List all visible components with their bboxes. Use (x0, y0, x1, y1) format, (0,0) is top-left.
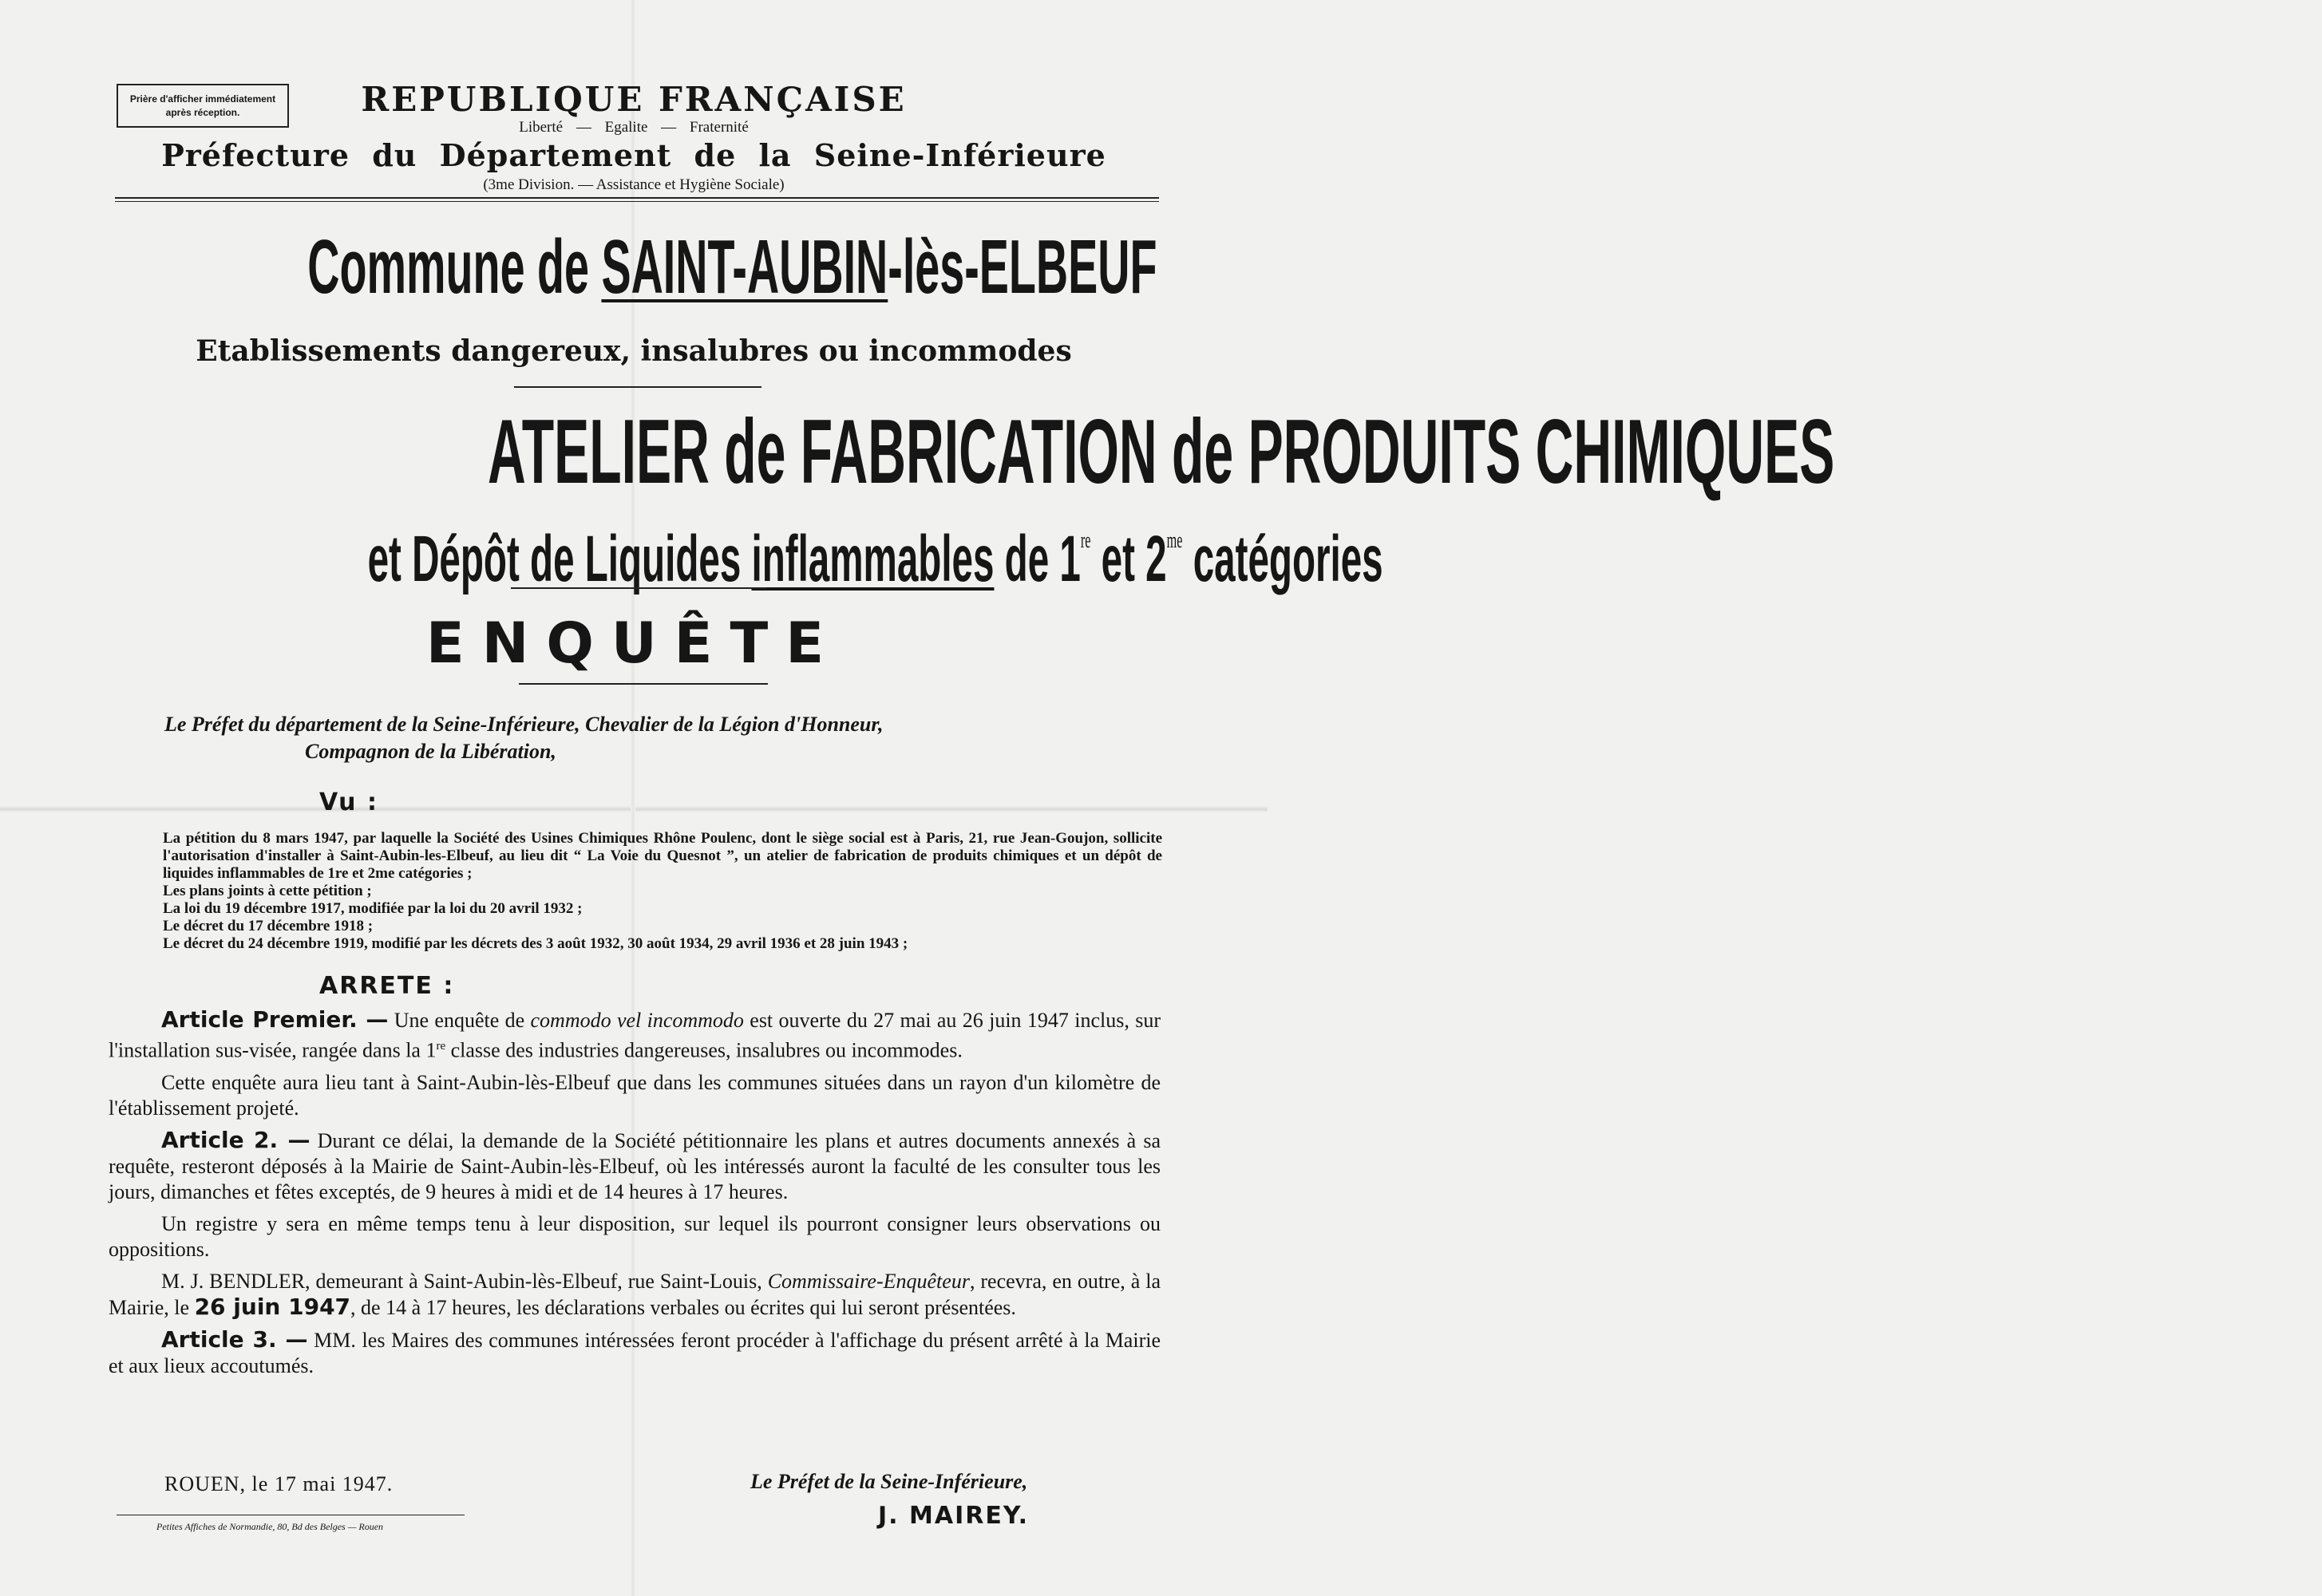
vu-item-loi: La loi du 19 décembre 1917, modifiée par la loi du 20 avril 1932 ; (163, 900, 583, 917)
prefet-line-2: Compagnon de la Libération, (305, 740, 556, 763)
motto-dash-2: — (661, 119, 677, 136)
depot-inflammables: inflammables (751, 523, 995, 595)
signature-title: Le Préfet de la Seine-Inférieure, (750, 1470, 1028, 1493)
title-divider-3 (519, 683, 768, 685)
division-line: (3me Division. — Assistance et Hygiène Sociale) (483, 176, 785, 193)
commissaire-date: 26 juin 1947 (194, 1293, 351, 1320)
article-1-part-c: classe des industries dangereuses, insalubres ou incommodes. (445, 1038, 963, 1062)
article-2-text: Durant ce délai, la demande de la Société pétitionnaire les plans et autres documents annexés à sa requête, resteront déposés à la Mairie de Saint-Aubin-lès-Elbeuf, où les intéressés auront la faculté de les consulter tous les jours, dimanches et fêtes exceptés, de 9 heures à midi et de 14 heures à 17 heures. (109, 1128, 1161, 1203)
motto (0, 118, 1268, 137)
motto-liberte: Liberté (519, 119, 564, 136)
signature-name: J. MAIREY. (878, 1502, 1029, 1530)
paragraph-commissaire (109, 1269, 1161, 1321)
commissaire-title: Commissaire-Enquêteur (767, 1269, 970, 1293)
commune-name: SAINT-AUBIN (601, 224, 888, 310)
depot-part-e: catégories (1182, 523, 1383, 595)
commissaire-part-a: M. J. BENDLER, demeurant à Saint-Aubin-lès-Elbeuf, rue Saint-Louis, (161, 1269, 768, 1293)
enquete-heading: ENQUÊTE (425, 610, 842, 676)
depot-part-c: de 1 (994, 523, 1081, 595)
article-1-sup: re (436, 1040, 446, 1053)
depot-title (0, 503, 1383, 598)
article-2 (109, 1128, 1161, 1205)
commune-suffix: -lès-ELBEUF (888, 224, 1157, 310)
vu-item-plans: Les plans joints à cette pétition ; (163, 883, 372, 899)
place-date: ROUEN, le 17 mai 1947. (164, 1472, 394, 1495)
article-1-part-b: est ouverte du 27 mai au 26 juin 1947 inclus, sur l'installation sus-visée, rangée dans la 1 (109, 1009, 1161, 1062)
paragraph-enquete-scope: Cette enquête aura lieu tant à Saint-Aubin-lès-Elbeuf que dans les communes situées dans un rayon d'un kilomètre de l'établissement projeté. (109, 1070, 1161, 1120)
motto-fraternite: Fraternité (689, 119, 749, 136)
depot-sup-1: re (1080, 528, 1091, 553)
title-divider-2 (511, 587, 766, 589)
etablissements-heading: Etablissements dangereux, insalubres ou incommodes (196, 334, 1072, 368)
article-1 (109, 1007, 1161, 1064)
prefet-line-1: Le Préfet du département de la Seine-Inférieure, Chevalier de la Légion d'Honneur, (164, 713, 884, 736)
article-3-label: Article 3. — (161, 1325, 308, 1353)
depot-part-d: et 2 (1090, 523, 1167, 595)
article-2-label: Article 2. — (161, 1126, 311, 1153)
motto-dash-1: — (576, 119, 591, 136)
vu-item-decret-1918: Le décret du 17 décembre 1918 ; (163, 918, 374, 934)
paragraph-registre: Un registre y sera en même temps tenu à leur disposition, sur lequel ils pourront consigner leurs observations ou oppositions. (109, 1211, 1161, 1261)
posting-notice-line2: après réception. (165, 107, 240, 118)
article-1-label: Article Premier. — (161, 1006, 389, 1033)
atelier-title (0, 401, 1835, 504)
commune-title-text (307, 223, 1157, 311)
article-1-part-a: Une enquête de (388, 1009, 531, 1032)
article-3 (109, 1327, 1161, 1379)
depot-part-a: et Dépôt de Liquides (367, 523, 752, 595)
article-3-text: MM. les Maires des communes intéressées feront procéder à l'affichage du présent arrêté à la Mairie et aux lieux accoutumés. (109, 1328, 1161, 1377)
depot-sup-2: me (1166, 528, 1183, 553)
arrete-body (109, 1007, 1161, 1385)
atelier-title-text: ATELIER de FABRICATION de PRODUITS CHIMIQUES (487, 401, 1835, 503)
commune-prefix: Commune de (307, 224, 602, 310)
article-1-latin: commodo vel incommodo (530, 1009, 744, 1032)
posting-notice-line1: Prière d'afficher immédiatement (129, 93, 276, 105)
vu-item-decret-1919: Le décret du 24 décembre 1919, modifié par les décrets des 3 août 1932, 30 août 1934, 29 avril 1936 et 28 juin 1943 ; (163, 935, 908, 952)
printer-credit: Petites Affiches de Normandie, 80, Bd des Belges — Rouen (156, 1521, 384, 1532)
title-divider-1 (514, 386, 761, 388)
header-divider (115, 197, 1159, 202)
prefecture-heading: Préfecture du Département de la Seine-Inférieure (161, 137, 1106, 173)
commissaire-part-c: , de 14 à 17 heures, les déclarations verbales ou écrites qui lui seront présentées. (350, 1295, 1016, 1319)
depot-title-text (368, 503, 1383, 598)
vu-petition: La pétition du 8 mars 1947, par laquelle la Société des Usines Chimiques Rhône Poulenc, dont le siège social est à Paris, 21, rue Jean-Goujon, sollicite l'autorisation d'installer à Saint-Aubin-les-Elbeuf, au lieu dit “ La Voie du Quesnot ”, un atelier de fabrication de produits chimiques et un dépôt de liquides inflammables de 1re et 2me catégories ; (163, 830, 1162, 882)
motto-egalite: Egalite (604, 119, 648, 136)
arrete-heading: ARRETE : (319, 972, 455, 1000)
republic-heading: REPUBLIQUE FRANÇAISE (361, 80, 907, 119)
vu-section (107, 830, 1162, 953)
vu-heading: Vu : (319, 788, 378, 816)
commune-title (0, 223, 1268, 311)
commissaire-part-b: , recevra, en outre, à la Mairie, le (109, 1269, 1161, 1319)
